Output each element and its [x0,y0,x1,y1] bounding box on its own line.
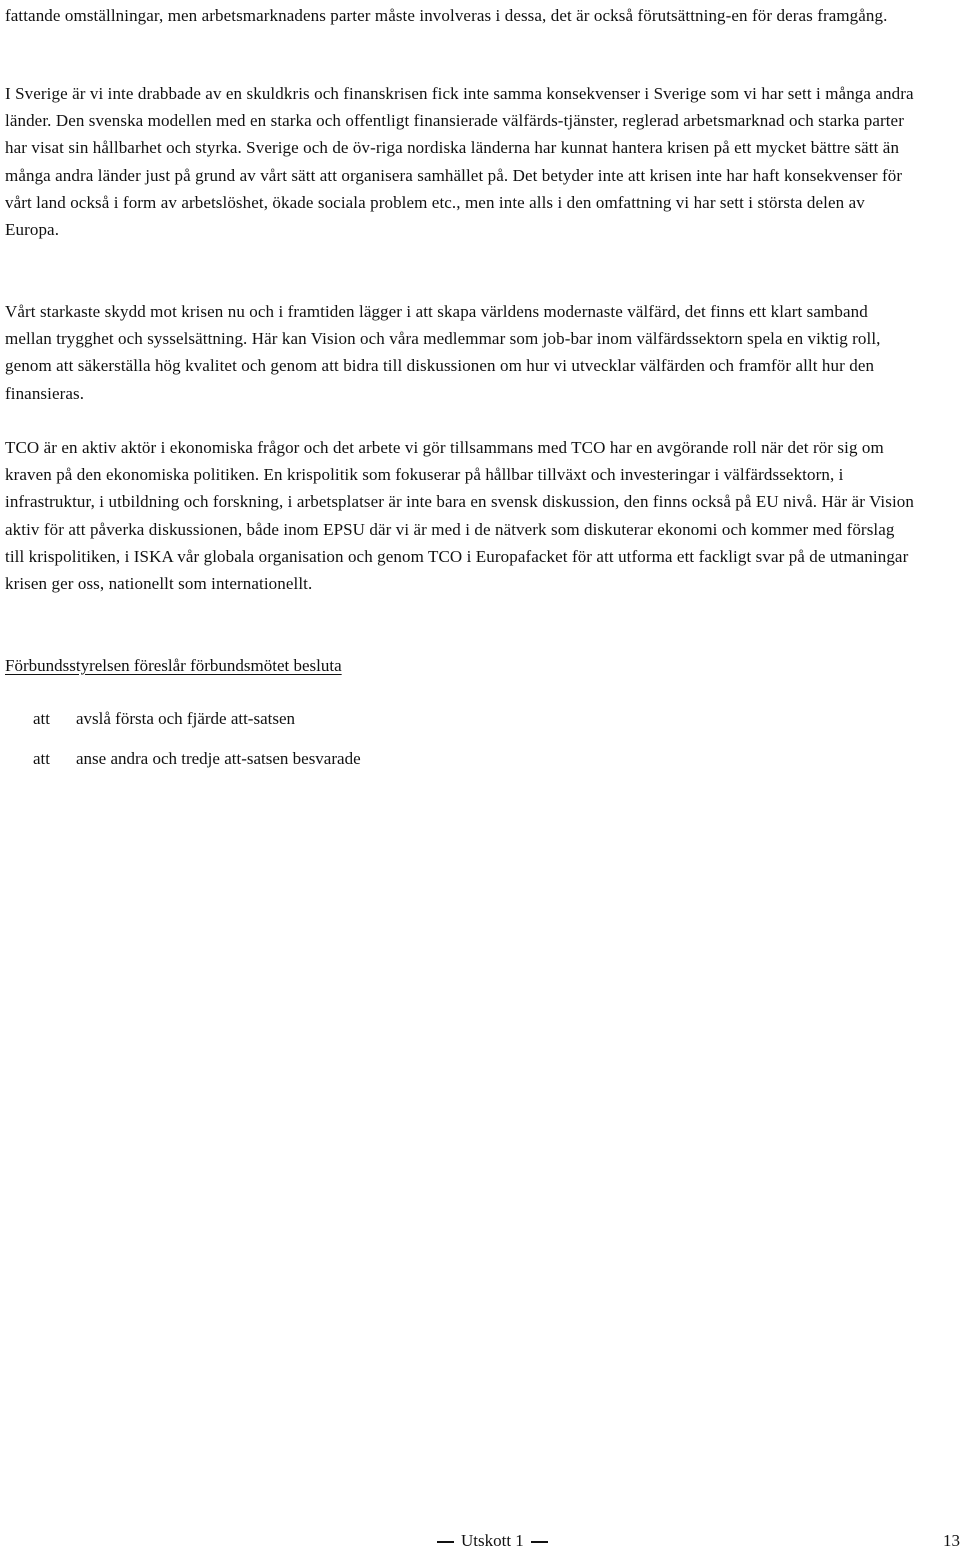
motion-prefix: att [33,749,50,768]
motion-text: avslå första och fjärde att-satsen [76,709,296,728]
paragraph: Vårt starkaste skydd mot krisen nu och i framtiden lägger i att skapa världens modernaste välfärd, det finns ett klart samband mellan trygghet och sysselsättning. Här kan Vision och våra medlemmar som job-bar inom välfärdssektorn spela en viktig roll, genom att säkerställa hög kvalitet och genom att bidra till diskussionen om hur vi utvecklar välfärden och framför allt hur den finansieras. [5,302,881,403]
proposal-heading: Förbundsstyrelsen föreslår förbundsmötet besluta [5,656,342,675]
footer-section [430,1528,555,1554]
footer-section-label: Utskott 1 [461,1531,524,1550]
paragraph: I Sverige är vi inte drabbade av en skuldkris och finanskrisen fick inte samma konsekvenser i Sverige som vi har sett i många andra länder. Den svenska modellen med en starka och offentligt finansierade välfärds-tjänster, reglerad arbetsmarknad och starka parter har visat sin hållbarhet och styrka. Sverige och de öv-riga nordiska länderna har kunnat hantera krisen på ett mycket bättre sätt än många andra länder just på grund av vårt sätt att organisera samhället på. Det betyder inte att krisen inte har haft konsekvenser för vårt land också i form av arbetslöshet, ökade sociala problem etc., men inte alls i den omfattning vi har sett i största delen av Europa. [5,84,914,240]
motion-text: anse andra och tredje att-satsen besvarade [76,749,361,768]
dash-decoration [437,1541,454,1543]
page-number: 13 [943,1531,960,1550]
motion-item [5,745,361,772]
page-footer [0,1528,960,1554]
motion-prefix: att [33,709,50,728]
paragraph: fattande omställningar, men arbetsmarknadens parter måste involveras i dessa, det är också förutsättning-en för deras framgång. [5,6,888,25]
dash-decoration [531,1541,548,1543]
paragraph: TCO är en aktiv aktör i ekonomiska frågor och det arbete vi gör tillsammans med TCO har en avgörande roll när det rör sig om kraven på den ekonomiska politiken. En krispolitik som fokuserar på hållbar tillväxt och investeringar i välfärdssektorn, i infrastruktur, i utbildning och forskning, i arbetsplatser är inte bara en svensk diskussion, den finns också på EU nivå. Här är Vision aktiv för att påverka diskussionen, både inom EPSU där vi är med i de nätverk som diskuterar ekonomi och kommer med förslag till krispolitiken, i ISKA vår globala organisation och genom TCO i Europafacket för att utforma ett fackligt svar på de utmaningar krisen ger oss, nationellt som internationellt. [5,438,914,594]
motion-item [5,705,295,732]
